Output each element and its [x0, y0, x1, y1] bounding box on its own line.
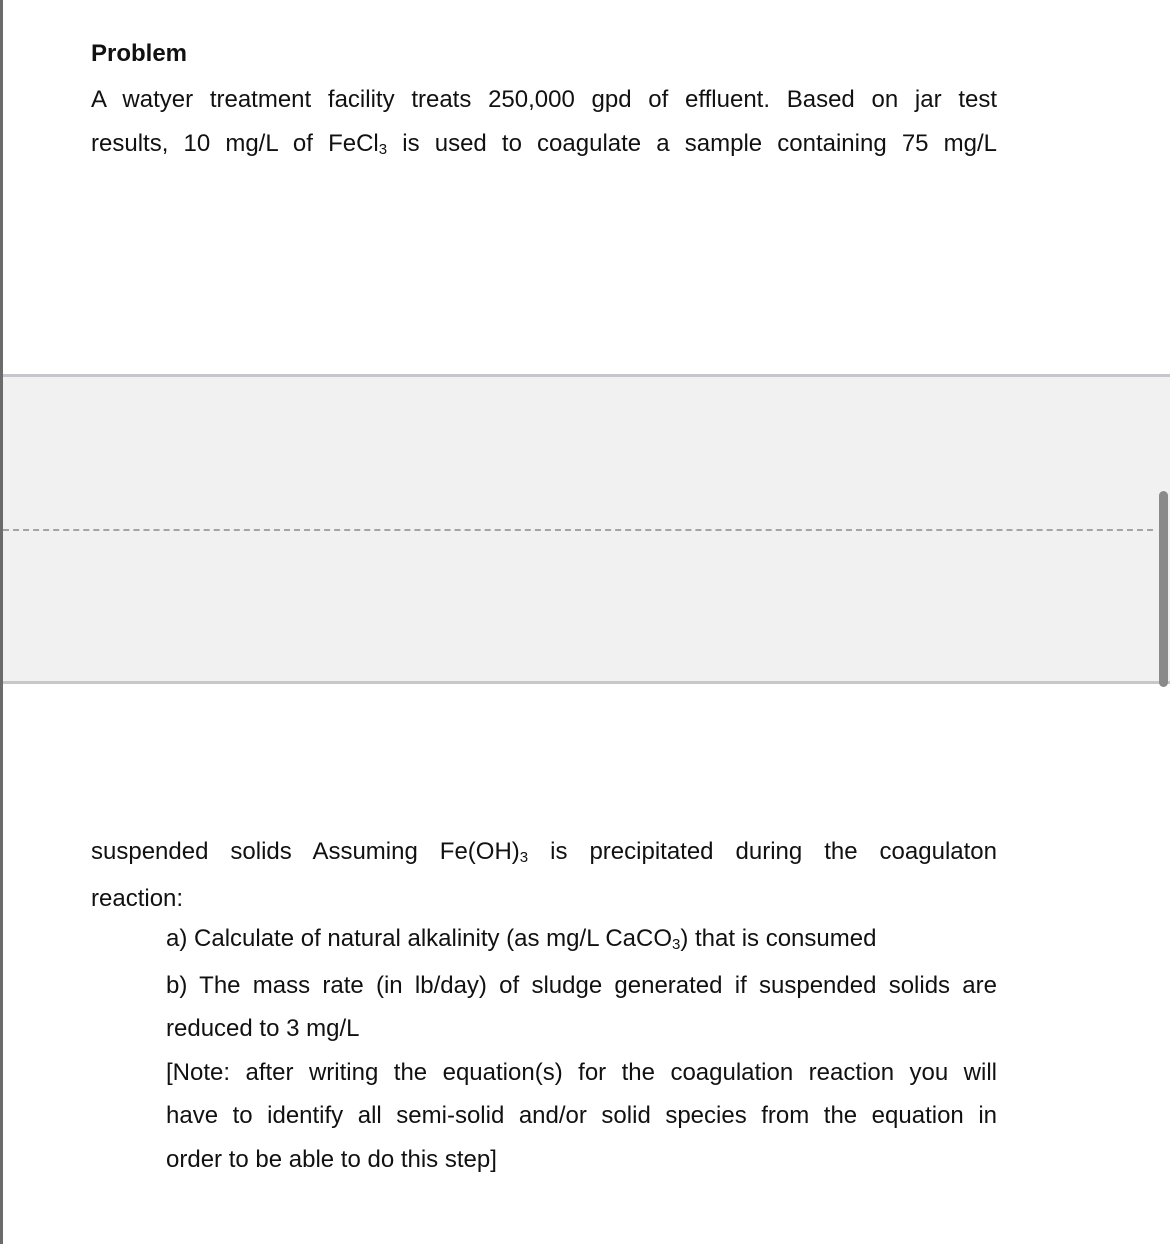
note-line-1: [Note: after writing the equation(s) for the coagulation reaction you will [166, 1058, 997, 1086]
problem-continuation-paragraph [91, 830, 997, 920]
document-page[interactable] [3, 0, 1170, 1244]
page-break-dashed-line [3, 529, 1153, 531]
problem-intro-paragraph [91, 78, 997, 168]
problem-parts-list [166, 917, 997, 1181]
page-gap [3, 374, 1170, 684]
continuation-line-2: reaction: [91, 884, 184, 912]
note-line-2: have to identify all semi-solid and/or solid species from the equation in [166, 1102, 997, 1129]
intro-line-1: A watyer treatment facility treats 250,000 gpd of effluent. Based on jar test [91, 86, 997, 113]
note-line-3: order to be able to do this step] [166, 1145, 497, 1173]
part-b-line-2: reduced to 3 mg/L [166, 1015, 360, 1042]
intro-line-2: results, 10 mg/L of FeCl$_3$ is used to coagulate a sample containing 75 mg/L [91, 129, 998, 158]
problem-title: Problem [91, 40, 188, 67]
part-b-line-1: b) The mass rate (in lb/day) of sludge generated if suspended solids are [166, 971, 997, 999]
part-a: a) Calculate of natural alkalinity (as mg/L CaCO$_3$) that is consumed [166, 925, 877, 953]
continuation-line-1: suspended solids Assuming $Fe(OH)_3$ is precipitated during the coagulaton [91, 838, 997, 866]
scrollbar-thumb[interactable] [1159, 491, 1168, 687]
